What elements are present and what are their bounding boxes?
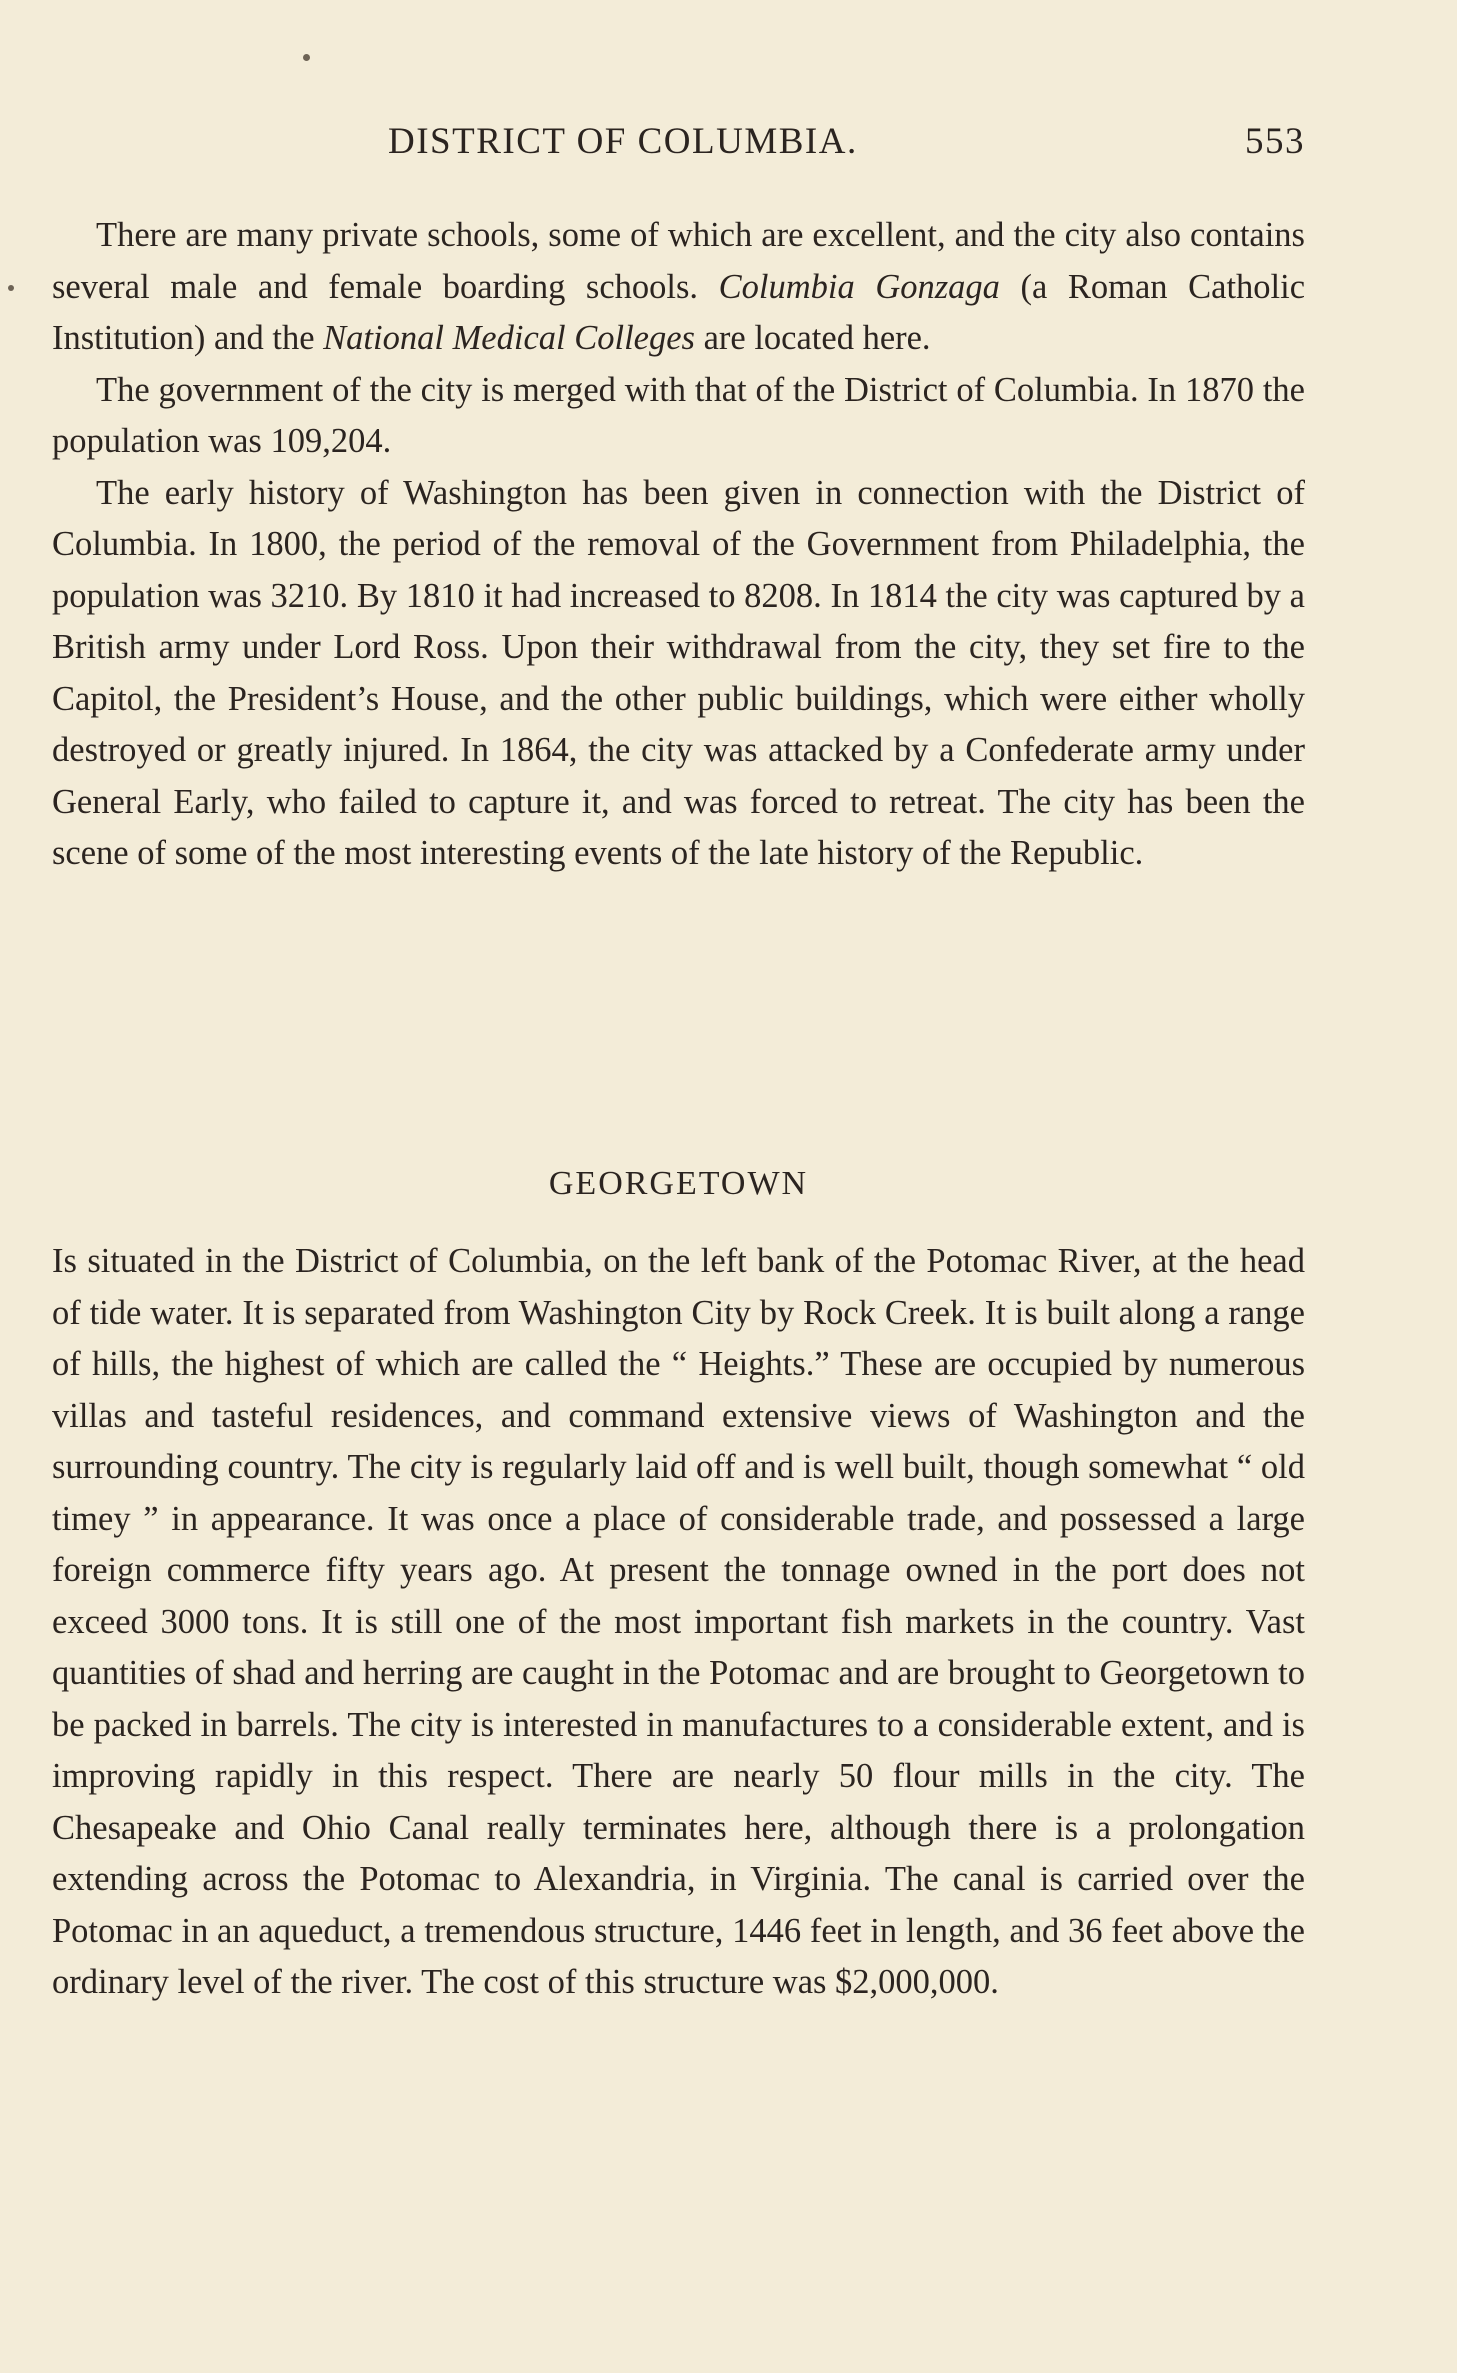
running-header (52, 120, 1305, 170)
georgetown-text (52, 1236, 1305, 2009)
text-run: (a Roman Catholic Institution) and the (52, 267, 1306, 357)
paragraph-government: The government of the city is merged with that of the District of Columbia. In 1870 the population was 109,204. (52, 370, 1305, 460)
washington-text (52, 210, 1305, 880)
ink-speck (8, 285, 14, 291)
running-title: DISTRICT OF COLUMBIA. (388, 121, 858, 162)
text-run: There are many private schools, some of which are excellent, and the city also contains several male and female boarding schools. (52, 216, 1305, 306)
section-heading: GEORGETOWN (548, 1165, 809, 1202)
college-name: Columbia Gonzaga (718, 267, 1000, 306)
college-name: National Medical Colleges (323, 319, 695, 357)
text-run: are located here. (694, 319, 931, 357)
paragraph-history: The early history of Washington has been given in connection with the District of Columbia. In 1800, the period of the removal of the Government from Philadelphia, the population was 3210. By 1810 it had increased to 8208. In 1814 the city was captured by a British army under Lord Ross. Upon their withdrawal from the city, they set fire to the Capitol, the President’s House, and the other public buildings, which were either wholly destroyed or greatly injured. In 1864, the city was attacked by a Confederate army under General Early, who failed to capture it, and was forced to retreat. The city has been the scene of some of the most interesting events of the late history of the Republic. (52, 473, 1305, 872)
page-number: 553 (1245, 121, 1305, 162)
ink-speck (303, 54, 310, 61)
paragraph-schools (52, 210, 1305, 365)
paragraph-georgetown: Is situated in the District of Columbia, on the left bank of the Potomac River, at the head of tide water. It is separated from Washington City by Rock Creek. It is built along a range of hills, the highest of which are called the “ Heights.” These are occupied by numerous villas and tasteful residences, and command extensive views of Washington and the surrounding country. The city is regularly laid off and is well built, though somewhat “ old timey ” in appearance. It was once a place of considerable trade, and possessed a large foreign commerce fifty years ago. At present the tonnage owned in the port does not exceed 3000 tons. It is still one of the most important fish markets in the country. Vast quantities of shad and herring are caught in the Potomac and are brought to Georgetown to be packed in barrels. The city is interested in manufactures to a considerable extent, and is improving rapidly in this respect. There are nearly 50 flour mills in the city. The Chesapeake and Ohio Canal really terminates here, although there is a prolongation extending across the Potomac to Alexandria, in Virginia. The canal is carried over the Potomac in an aqueduct, a tremendous structure, 1446 feet in length, and 36 feet above the ordinary level of the river. The cost of this structure was $2,000,000. (52, 1242, 1305, 2001)
